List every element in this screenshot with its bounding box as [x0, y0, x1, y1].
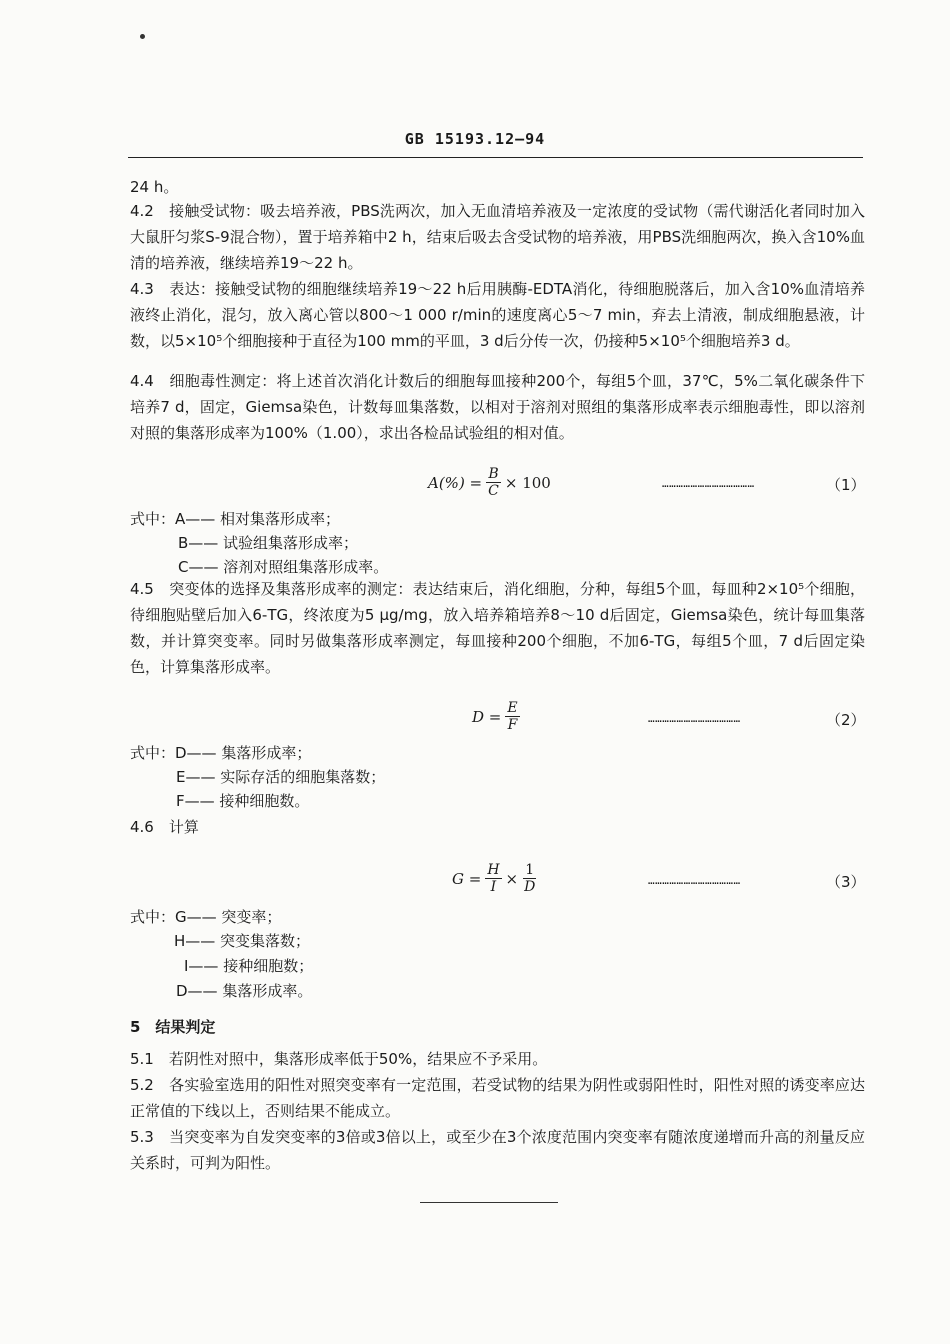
defs-1-a-text: A—— 相对集落形成率； [175, 510, 341, 528]
line-24h: 24 h。 [130, 178, 179, 196]
defs-3-i: I—— 接种细胞数； [184, 957, 314, 975]
formula-1-rhs: × 100 [504, 473, 551, 492]
formula-2-lhs: D = [472, 707, 502, 726]
formula-1-num: B [488, 466, 499, 482]
formula-1 [428, 466, 551, 499]
formula-3-den-2: D [524, 879, 536, 895]
section-5-heading: 5 结果判定 [130, 1018, 216, 1036]
defs-1-a [130, 508, 340, 529]
defs-2-e: E—— 实际存活的细胞集落数； [176, 768, 386, 786]
formula-3-times: × [505, 869, 519, 888]
formula-2-leader: ………………………………… [648, 712, 741, 725]
section-5-1: 5.1 若阴性对照中，集落形成率低于50%，结果应不予采用。 [130, 1050, 548, 1068]
formula-3-fraction-2 [522, 862, 537, 895]
header-rule [128, 157, 863, 158]
formula-1-lhs: A(%) = [428, 473, 483, 492]
defs-2-d: 式中：D—— 集落形成率； [130, 744, 312, 762]
formula-1-number: （1） [826, 476, 866, 494]
formula-3-den-1: I [490, 879, 497, 895]
formula-3-num-2: 1 [525, 862, 535, 878]
defs-1-b: B—— 试验组集落形成率； [178, 534, 359, 552]
formula-2-number: （2） [826, 711, 866, 729]
formula-1-leader: ………………………………… [662, 477, 755, 490]
standard-header: GB 15193.12—94 [404, 130, 546, 148]
formula-2-num: E [507, 700, 518, 716]
section-4-5: 4.5 突变体的选择及集落形成率的测定：表达结束后，消化细胞，分种，每组5个皿，每皿种2×10⁵个细胞，待细胞贴壁后加入6-TG，终浓度为5 μg/mg，放入培养箱培养8～10 d后固定，Giemsa染色，统计每皿集落数，并计算突变率。同时另做集落形成率测定，每皿接种200个细胞，不加6-TG，每组5个皿，7 d后固定染色，计算集落形成率。 [130, 580, 865, 676]
section-4-4: 4.4 细胞毒性测定：将上述首次消化计数后的细胞每皿接种200个，每组5个皿，37℃，5%二氧化碳条件下培养7 d，固定，Giemsa染色，计数每皿集落数，以相对于溶剂对照组的集落形成率表示细胞毒性，即以溶剂对照的集落形成率为100%（1.00），求出各检品试验组的相对值。 [130, 372, 865, 442]
defs-1-prefix: 式中： [130, 510, 176, 528]
formula-3-lhs: G = [452, 869, 482, 888]
defs-3-g: 式中：G—— 突变率； [130, 908, 282, 926]
end-rule [420, 1202, 558, 1203]
defs-1-c: C—— 溶剂对照组集落形成率。 [178, 558, 389, 576]
section-4-6: 4.6 计算 [130, 818, 199, 836]
defs-3-d: D—— 集落形成率。 [176, 982, 313, 1000]
section-5-3: 5.3 当突变率为自发突变率的3倍或3倍以上，或至少在3个浓度范围内突变率有随浓度递增而升高的剂量反应关系时，可判为阳性。 [130, 1128, 865, 1172]
section-4-2: 4.2 接触受试物：吸去培养液，PBS洗两次，加入无血清培养液及一定浓度的受试物（需代谢活化者同时加入大鼠肝匀浆S-9混合物），置于培养箱中2 h，结束后吸去含受试物的培养液，用PBS洗细胞两次，换入含10%血清的培养液，继续培养19～22 h。 [130, 202, 865, 272]
formula-3-fraction-1 [485, 862, 501, 895]
scan-speck [140, 34, 145, 39]
defs-2-f: F—— 接种细胞数。 [176, 792, 310, 810]
formula-2 [472, 700, 524, 733]
formula-2-den: F [507, 717, 518, 733]
formula-3-num-1: H [487, 862, 500, 878]
section-5-2: 5.2 各实验室选用的阳性对照突变率有一定范围，若受试物的结果为阴性或弱阳性时，阳性对照的诱变率应达正常值的下线以上，否则结果不能成立。 [130, 1076, 865, 1120]
formula-1-den: C [488, 483, 499, 499]
defs-3-h: H—— 突变集落数； [174, 932, 311, 950]
section-4-3: 4.3 表达：接触受试物的细胞继续培养19～22 h后用胰酶-EDTA消化，待细胞脱落后，加入含10%血清培养液终止消化，混匀，放入离心管以800～1 000 r/min的速度离心5～7 min，弃去上清液，制成细胞悬液，计数，以5×10⁵个细胞接种于直径为100 mm的平皿，3 d后分传一次，仍接种5×10⁵个细胞培养3 d。 [130, 280, 865, 350]
formula-1-fraction [486, 466, 501, 499]
formula-3-leader: ………………………………… [648, 874, 741, 887]
formula-2-fraction [505, 700, 519, 733]
formula-3 [452, 862, 541, 895]
formula-3-number: （3） [826, 873, 866, 891]
